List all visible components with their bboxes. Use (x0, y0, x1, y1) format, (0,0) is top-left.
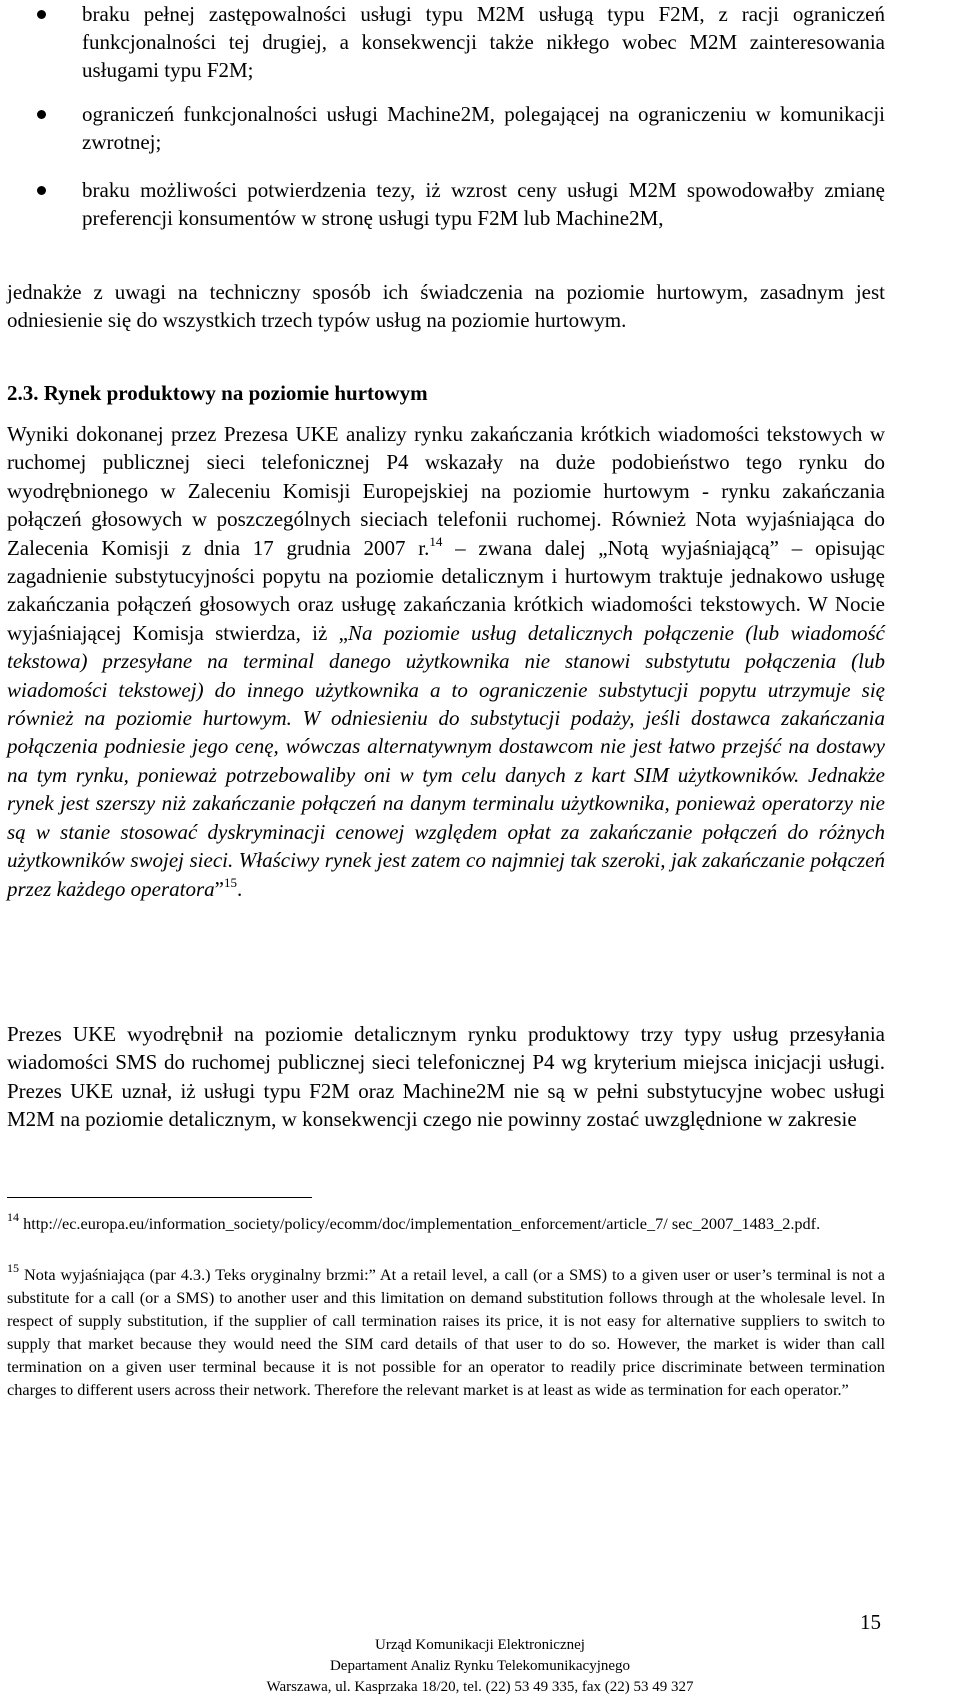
footnote-reference[interactable]: 15 (223, 874, 237, 890)
footnote-text: Nota wyjaśniająca (par 4.3.) Teks oryginalny brzmi:” At a retail level, a call (or a SMS) to a given user or user’s terminal is not a substitute for a call (or a SMS) to another user and this limitation on demand substitution follows through at the wholesale level. In respect of supply substitution, if the supplier of call termination raises its price, it is not easy for alternative suppliers to switch to supply that market because they would need the SIM card details of that user to do so. However, the market is wider than call termination on a given user terminal because it is not possible for an operator to readily price discriminate between termination charges to different users across their network. Therefore the relevant market is at least as wide as termination for each operator.” (7, 1265, 885, 1399)
bullet-icon (37, 110, 46, 119)
bullet-icon (37, 186, 46, 195)
paragraph-text: Wyniki dokonanej przez Prezesa UKE analizy rynku zakańczania krótkich wiadomości tekstowych w ruchomej publicznej sieci telefonicznej P4 wskazały na duże podobieństwo tego rynku do wyodrębnionego w Zaleceniu Komisji Europejskiej na poziomie hurtowym - rynku zakańczania połączeń głosowych w poszczególnych sieciach telefonii ruchomej. Również Nota wyjaśniająca do Zalecenia Komisji z dnia 17 grudnia 2007 r. (7, 422, 885, 560)
footer-line: Urząd Komunikacji Elektronicznej (375, 1637, 585, 1653)
footnote (7, 1212, 885, 1235)
footnote-reference[interactable]: 14 (429, 533, 443, 549)
footnote-number: 15 (7, 1261, 19, 1275)
bullet-text: braku pełnej zastępowalności usługi typu M2M usługą typu F2M, z racji ograniczeń funkcjonalności tej drugiej, a konsekwencji także nikłego wobec M2M zainteresowania usługami typu F2M; (82, 2, 885, 82)
bullet-text: braku możliwości potwierdzenia tezy, iż wzrost ceny usługi M2M spowodowałby zmianę preferencji konsumentów w stronę usługi typu F2M lub Machine2M, (82, 178, 885, 230)
footnote-number: 14 (7, 1210, 19, 1224)
bullet-icon (37, 10, 46, 19)
paragraph-text: – zwana dalej „Notą wyjaśniającą” – opisując zagadnienie substytucyjności popytu na poziomie detalicznym i hurtowym traktuje jednakowo usługę zakańczania połączeń głosowych oraz usługę zakańczania krótkich wiadomości tekstowych. W Nocie wyjaśniającej Komisja stwierdza, iż „ (7, 535, 885, 645)
quoted-text: Na poziomie usług detalicznych połączenie (lub wiadomość tekstowa) przesyłane na terminal danego użytkownika nie stanowi substytutu połączenia (lub wiadomości tekstowej) do innego użytkownika a to ograniczenie substytucji popytu utrzymuje się również na poziomie hurtowym. W odniesieniu do substytucji podaży, jeśli dostawca zakańczania połączenia podniesie jego cenę, wówczas alternatywnym dostawcom nie jest łatwo przejść na dostawy na tym rynku, ponieważ potrzebowaliby oni w tym celu danych z kart SIM użytkowników. Jednakże rynek jest szerszy niż zakańczanie połączeń na danym terminalu użytkownika, ponieważ operatorzy nie są w stanie stosować dyskryminacji cenowej względem opłat za zakańczanie połączeń do różnych użytkowników swojej sieci. Właściwy rynek jest zatem co najmniej tak szeroki, jak zakańczanie połączeń przez każdego operatora (7, 620, 885, 901)
footer-line: Warszawa, ul. Kasprzaka 18/20, tel. (22) 53 49 335, fax (22) 53 49 327 (266, 1679, 694, 1695)
body-paragraph: Prezes UKE wyodrębnił na poziomie detalicznym rynku produktowy trzy typy usług przesyłania wiadomości SMS do ruchomej publicznej sieci telefonicznej P4 wg kryterium miejsca inicjacji usługi. Prezes UKE uznał, iż usługi typu F2M oraz Machine2M nie są w pełni substytucyjne wobec usługi M2M na poziomie detalicznym, w konsekwencji czego nie powinny zostać uwzględnione w zakresie (7, 1022, 885, 1132)
conclusion-paragraph: jednakże z uwagi na techniczny sposób ich świadczenia na poziomie hurtowym, zasadnym jest odniesienie się do wszystkich trzech typów usług na poziomie hurtowym. (7, 280, 885, 333)
body-paragraph (7, 420, 885, 903)
page-number: 15 (860, 1610, 881, 1634)
section-heading: 2.3. Rynek produktowy na poziomie hurtowym (7, 381, 428, 405)
footnote-text: http://ec.europa.eu/information_society/policy/ecomm/doc/implementation_enforcement/article_7/ sec_2007_1483_2.pdf. (23, 1214, 821, 1233)
footer-line: Departament Analiz Rynku Telekomunikacyjnego (329, 1658, 631, 1674)
bullet-text: ograniczeń funkcjonalności usługi Machine2M, polegającej na ograniczeniu w komunikacji zwrotnej; (82, 102, 885, 154)
footnote (7, 1263, 885, 1401)
closing-quote: ” (214, 876, 224, 901)
paragraph-end: . (236, 876, 243, 901)
footnote-separator (7, 1197, 312, 1198)
